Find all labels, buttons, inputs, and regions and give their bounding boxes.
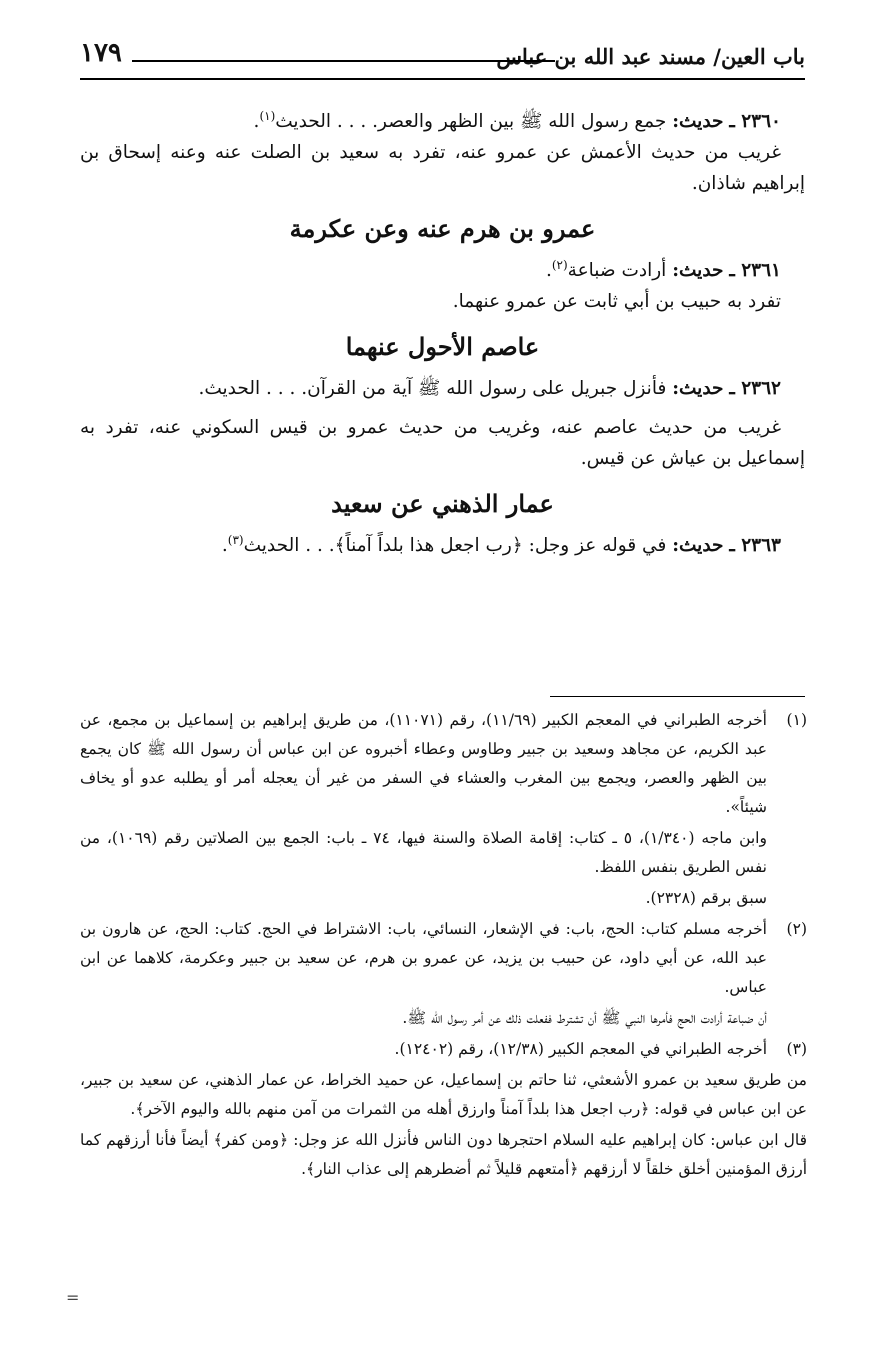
- hadith-text: أرادت ضباعة: [567, 260, 673, 281]
- footnote-number: (١): [786, 711, 807, 729]
- footnote-3: [80, 1035, 807, 1064]
- hadith-text: في قوله عز وجل: ﴿رب اجعل هذا بلداً آمناً﴾. . . الحديث: [243, 535, 673, 556]
- hadith-text: جمع رسول الله ﷺ بين الظهر والعصر. . . . الحديث: [275, 111, 673, 132]
- hadith-number: ٢٣٦١ ـ: [729, 260, 781, 281]
- header-rule: [132, 60, 555, 62]
- hadith-label: حديث:: [672, 111, 724, 132]
- footnote-1: [80, 706, 807, 913]
- main-text: [80, 100, 805, 561]
- footnote-number: (٣): [786, 1040, 807, 1058]
- margin-mark: =: [66, 1288, 80, 1307]
- hadith-label: حديث:: [672, 535, 724, 556]
- page-number: ١٧٩: [80, 38, 122, 68]
- comment-2361: تفرد به حبيب بن أبي ثابت عن عمرو عنهما.: [452, 291, 781, 312]
- section-heading: عاصم الأحول عنهما: [345, 332, 540, 361]
- hadith-number: ٢٣٦٠ ـ: [729, 111, 781, 132]
- footnote-paragraph: أن ضباعة أرادت الحج فأمرها النبي ﷺ أن تشترط ففعلت ذلك عن أمر رسول الله ﷺ.: [402, 1009, 767, 1027]
- hadith-end: .: [253, 111, 260, 132]
- hadith-number: ٢٣٦٢ ـ: [729, 378, 781, 399]
- hadith-end: .: [545, 260, 552, 281]
- footnotes: [80, 706, 807, 1184]
- comment-2362: غريب من حديث عاصم عنه، وغريب من حديث عمرو بن قيس السكوني عنه، تفرد به إسماعيل بن عياش عن قيس.: [80, 417, 805, 469]
- section-heading: عمار الذهني عن سعيد: [331, 489, 554, 518]
- footnote-ref: (٢): [551, 257, 568, 272]
- section-heading: عمرو بن هرم عنه وعن عكرمة: [289, 214, 596, 243]
- footnote-3-continuation: من طريق سعيد بن عمرو الأشعثي، ثنا حاتم بن إسماعيل، عن حميد الخراط، عن عمار الذهني، عن سعيد بن جبير، عن ابن عباس في قوله: ﴿رب اجعل هذا بلداً آمناً وارزق أهله من الثمرات من آمن منهم بالله واليوم الآخر﴾.: [80, 1071, 807, 1118]
- hadith-2363: [80, 530, 805, 561]
- footnote-paragraph: سبق برقم (٢٣٢٨).: [645, 889, 767, 907]
- hadith-2361: [80, 255, 805, 286]
- footnote-paragraph: أخرجه الطبراني في المعجم الكبير (١١/٦٩)، رقم (١١٠٧١)، من طريق إبراهيم بن إسماعيل بن مجمع، عن عبد الكريم، عن مجاهد وسعيد بن جبير وطاوس وعطاء أخبروه عن ابن عباس أن رسول الله ﷺ كان يجمع بين الظهر والعصر، ويجمع بين المغرب والعشاء في السفر من غير أن يعجله أمر أو يطلبه عدو أو يخاف شيئاً».: [80, 711, 767, 816]
- hadith-2360: [80, 106, 805, 137]
- footnote-paragraph: وابن ماجه (١/٣٤٠)، ٥ ـ كتاب: إقامة الصلاة والسنة فيها، ٧٤ ـ باب: الجمع بين الصلاتين رقم (١٠٦٩)، من نفس الطريق بنفس اللفظ.: [80, 829, 767, 876]
- footnote-number: (٢): [786, 920, 807, 938]
- hadith-number: ٢٣٦٣ ـ: [729, 535, 781, 556]
- hadith-2362: [80, 373, 805, 404]
- footnote-separator: [550, 696, 805, 697]
- comment-2360: غريب من حديث الأعمش عن عمرو عنه، تفرد به سعيد بن الصلت عنه وعنه إسحاق بن إبراهيم شاذان.: [80, 142, 805, 194]
- running-header: [80, 38, 805, 80]
- hadith-end: .: [221, 535, 228, 556]
- hadith-label: حديث:: [672, 260, 724, 281]
- hadith-label: حديث:: [672, 378, 724, 399]
- header-title: باب العين/ مسند عبد الله بن عباس: [496, 44, 805, 69]
- footnote-ref: (١): [259, 108, 276, 123]
- footnote-paragraph: أخرجه مسلم كتاب: الحج، باب: في الإشعار، النسائي، باب: الاشتراط في الحج. كتاب: الحج، عن هارون بن عبد الله، عن أبي داود، عن حبيب بن يزيد، عن عمرو بن هرم، عن سعيد بن جبير وعكرمة، كلاهما عن ابن عباس.: [80, 920, 767, 996]
- footnote-paragraph: أخرجه الطبراني في المعجم الكبير (١٢/٣٨)، رقم (١٢٤٠٢).: [394, 1040, 767, 1058]
- footnote-ref: (٣): [227, 532, 244, 547]
- footnote-2: [80, 915, 807, 1033]
- footnote-3-continuation: قال ابن عباس: كان إبراهيم عليه السلام احتجرها دون الناس فأنزل الله عز وجل: ﴿ومن كفر﴾ أيضاً فأنا أرزقهم كما أرزق المؤمنين أخلق خلقاً لا أرزقهم ﴿أمتعهم قليلاً ثم أضطرهم إلى عذاب النار﴾.: [80, 1131, 807, 1178]
- hadith-text: فأنزل جبريل على رسول الله ﷺ آية من القرآن. . . . الحديث.: [198, 378, 673, 399]
